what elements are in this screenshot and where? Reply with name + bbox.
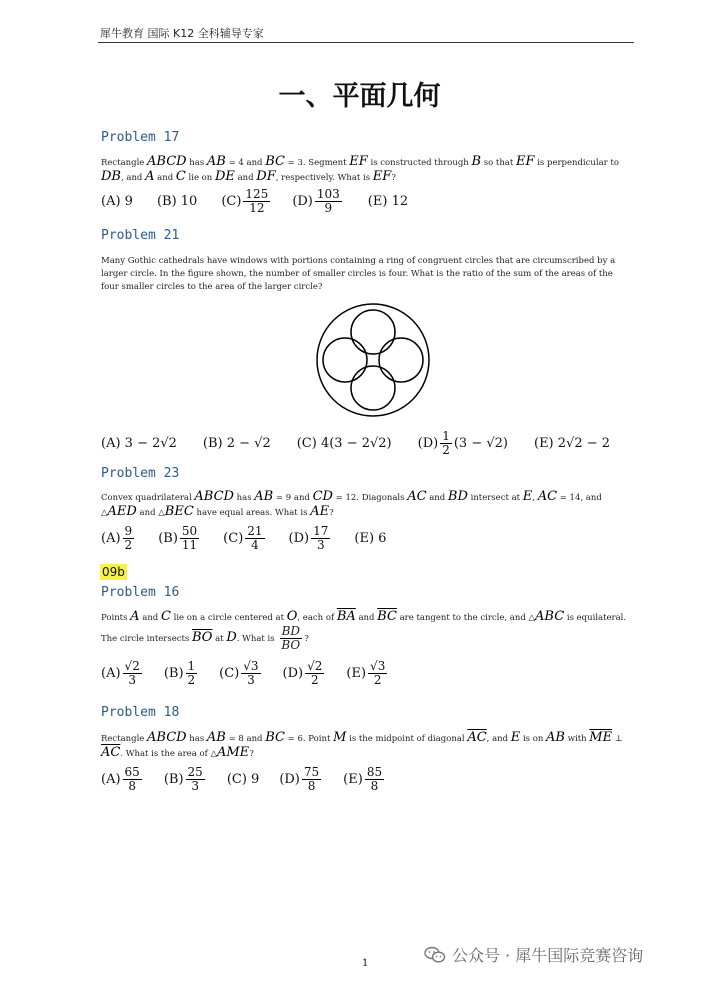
header-text: 犀牛教育 国际 K12 全科辅导专家 [100,27,264,40]
choice-b: (B) 2 − √2 [202,436,271,451]
choice-a: (A) $\frac{√2}{3}$ [101,659,140,687]
wechat-icon [424,946,446,964]
problem-23-heading: Problem 23 [101,466,180,481]
problem-21-text: Many Gothic cathedrals have windows with portions containing a ring of congruent circles that are circumscribed by a larger circle. In the figure shown, the number of smaller circles is four. What is the ratio of the sum of the areas of the four smaller circles to the area of the larger circle? [101,256,616,292]
problem-18-heading: Problem 18 [101,705,180,720]
choice-e: (E) 6 [354,531,387,546]
choice-b: (B) $\frac{1}{2}$ [163,659,196,687]
problem-16-text: Points A and C lie on a circle centered at O, each of $\overline{BA}$ and $\overline{BC}$ are tangent to the circle, and △ABC is equilateral. The circle intersects $\overline{BO}$ at D. What is $\frac{BD}{BO}$ ? [101,609,627,652]
choice-c: (C) 4(3 − 2√2) [296,436,392,451]
choice-c: (C) $\frac{125}{12}$ [221,187,269,215]
choice-e: (E) 2√2 − 2 [534,436,611,451]
choice-c: (C) $\frac{√3}{3}$ [219,659,259,687]
page-number: 1 [362,958,369,969]
problem-16-choices [101,660,389,687]
choice-b: (B) 10 [156,194,198,209]
problem-21-heading: Problem 21 [101,228,180,243]
problem-18-choices [101,766,386,793]
problem-23-text: Convex quadrilateral ABCD has AB = 9 and CD = 12. Diagonals AC and BD intersect at E, AC = 14, and △AED and △BEC have equal areas. What is AE? [101,489,602,519]
circles-figure [314,301,432,419]
choice-e: (E) 12 [367,194,409,209]
choice-e: (E) $\frac{√3}{2}$ [346,659,386,687]
page-title: 一、平面几何 [278,81,441,112]
choice-c: (C) 9 [226,772,260,787]
choice-c: (C) $\frac{21}{4}$ [223,524,263,552]
choice-d: (D) $\frac{17}{3}$ [288,524,329,552]
problem-17-text: Rectangle ABCD has AB = 4 and BC = 3. Segment EF is constructed through B so that EF is perpendicular to DB, and A and C lie on DE and DF, respectively. What is EF? [101,154,619,184]
choice-a: (A) 3 − 2√2 [101,436,177,451]
choice-b: (B) $\frac{50}{11}$ [158,524,198,552]
problem-21-choices [101,430,610,457]
choice-a: (A) $\frac{9}{2}$ [101,524,133,552]
page-header [98,22,634,43]
highlighted-tag: 09b [102,565,125,579]
choice-a: (A) 9 [101,194,133,209]
choice-d: (D) $\frac{103}{9}$ [292,187,340,215]
problem-23-choices [101,525,386,552]
watermark [424,943,643,966]
choice-d: (D) $\frac{√2}{2}$ [282,659,323,687]
problem-17-heading: Problem 17 [101,130,180,145]
choice-b: (B) $\frac{25}{3}$ [163,765,203,793]
problem-16-heading: Problem 16 [101,585,180,600]
choice-d: (D) $\frac{75}{8}$ [279,765,320,793]
problem-18-text: Rectangle ABCD has AB = 8 and BC = 6. Point M is the midpoint of diagonal $\overline{AC}$, and E is on AB with $\overline{ME}$ ⊥ $\overline{AC}$. What is the area of △AME? [101,730,623,760]
choice-e: (E) $\frac{85}{8}$ [343,765,383,793]
choice-d: (D) $\frac{1}{2}$ (3 − √2) [417,429,508,457]
choice-a: (A) $\frac{65}{8}$ [101,765,140,793]
problem-17-choices [101,188,408,215]
watermark-text: 公众号 · 犀牛国际竞赛咨询 [452,946,644,965]
